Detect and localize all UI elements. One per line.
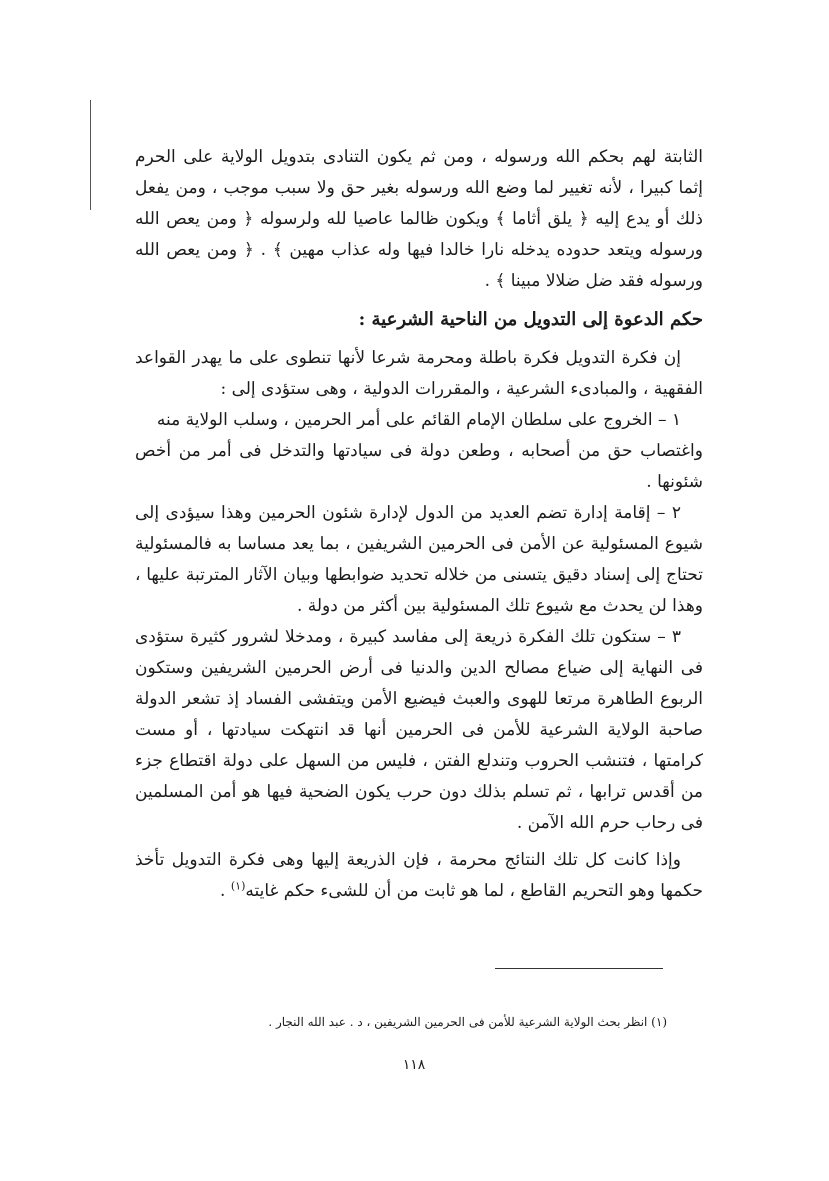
paragraph-intro: الثابتة لهم بحكم الله ورسوله ، ومن ثم يكون التنادى بتدويل الولاية على الحرم إثما كبيرا ، لأنه تغيير لما وضع الله ورسوله بغير حق ولا سبب موجب ، ومن يفعل ذلك أو يدع إليه ﴿ يلق أثاما ﴾ ويكون ظالما عاصيا لله ولرسوله ﴿ ومن يعص الله ورسوله ويتعد حدوده يدخله نارا خالدا فيها وله عذاب مهين ﴾ . ﴿ ومن يعص الله ورسوله فقد ضل ضلالا مبينا ﴾ . xyxy=(135,147,703,291)
section-heading: حكم الدعوة إلى التدويل من الناحية الشرعية : xyxy=(358,309,703,330)
list-item-3: ٣ – ستكون تلك الفكرة ذريعة إلى مفاسد كبيرة ، ومدخلا لشرور كثيرة ستؤدى فى النهاية إلى ضياع مصالح الدين والدنيا فى أرض الحرمين الشريفين وستكون الربوع الطاهرة مرتعا للهوى والعبث فيضيع الأمن ويتفشى الفساد إذ تشعر الدولة صاحبة الولاية الشرعية للأمن فى الحرمين أنها قد انتهكت سيادتها ، أو مست كرامتها ، فتنشب الحروب وتندلع الفتن ، فليس من السهل على دولة اقتطاع جزء من أقدس ترابها ، ثم تسلم بذلك دون حرب يكون الضحية فيها هو أمن المسلمين فى رحاب حرم الله الآمن . xyxy=(135,627,703,833)
list-item-1: ١ – الخروج على سلطان الإمام القائم على أمر الحرمين ، وسلب الولاية منه xyxy=(156,410,681,430)
footnote: (١) انظر بحث الولاية الشرعية للأمن فى الحرمين الشريفين ، د . عبد الله النجار . xyxy=(268,1015,667,1029)
list-item-1-continuation: واغتصاب حق من أصحابه ، وطعن دولة فى سيادتها والتدخل فى أمر من أخص شئونها . xyxy=(135,441,703,492)
footnote-divider xyxy=(495,968,663,969)
page-number: ١١٨ xyxy=(402,1057,426,1073)
paragraph-conclusion xyxy=(135,845,703,907)
conclusion-text: وإذا كانت كل تلك النتائج محرمة ، فإن الذريعة إليها وهى فكرة التدويل تأخذ حكمها وهو التحريم القاطع ، لما هو ثابت من أن للشىء حكم غايته xyxy=(135,850,703,901)
paragraph-main: إن فكرة التدويل فكرة باطلة ومحرمة شرعا لأنها تنطوى على ما يهدر القواعد الفقهية ، والمبادىء الشرعية ، والمقررات الدولية ، وهى ستؤدى إلى : xyxy=(135,348,703,399)
conclusion-period: . xyxy=(220,881,231,901)
footnote-reference: (١) xyxy=(230,879,246,893)
scan-edge-mark xyxy=(90,100,91,210)
list-item-2: ٢ – إقامة إدارة تضم العديد من الدول لإدارة شئون الحرمين وهذا سيؤدى إلى شيوع المسئولية عن الأمن فى الحرمين الشريفين ، بما يعد مساسا به فالمسئولية تحتاج إلى إسناد دقيق يتسنى من خلاله تحديد ضوابطها وبيان الآثار المترتبة عليها ، وهذا لن يحدث مع شيوع تلك المسئولية بين أكثر من دولة . xyxy=(135,503,703,616)
page-body xyxy=(135,142,703,907)
